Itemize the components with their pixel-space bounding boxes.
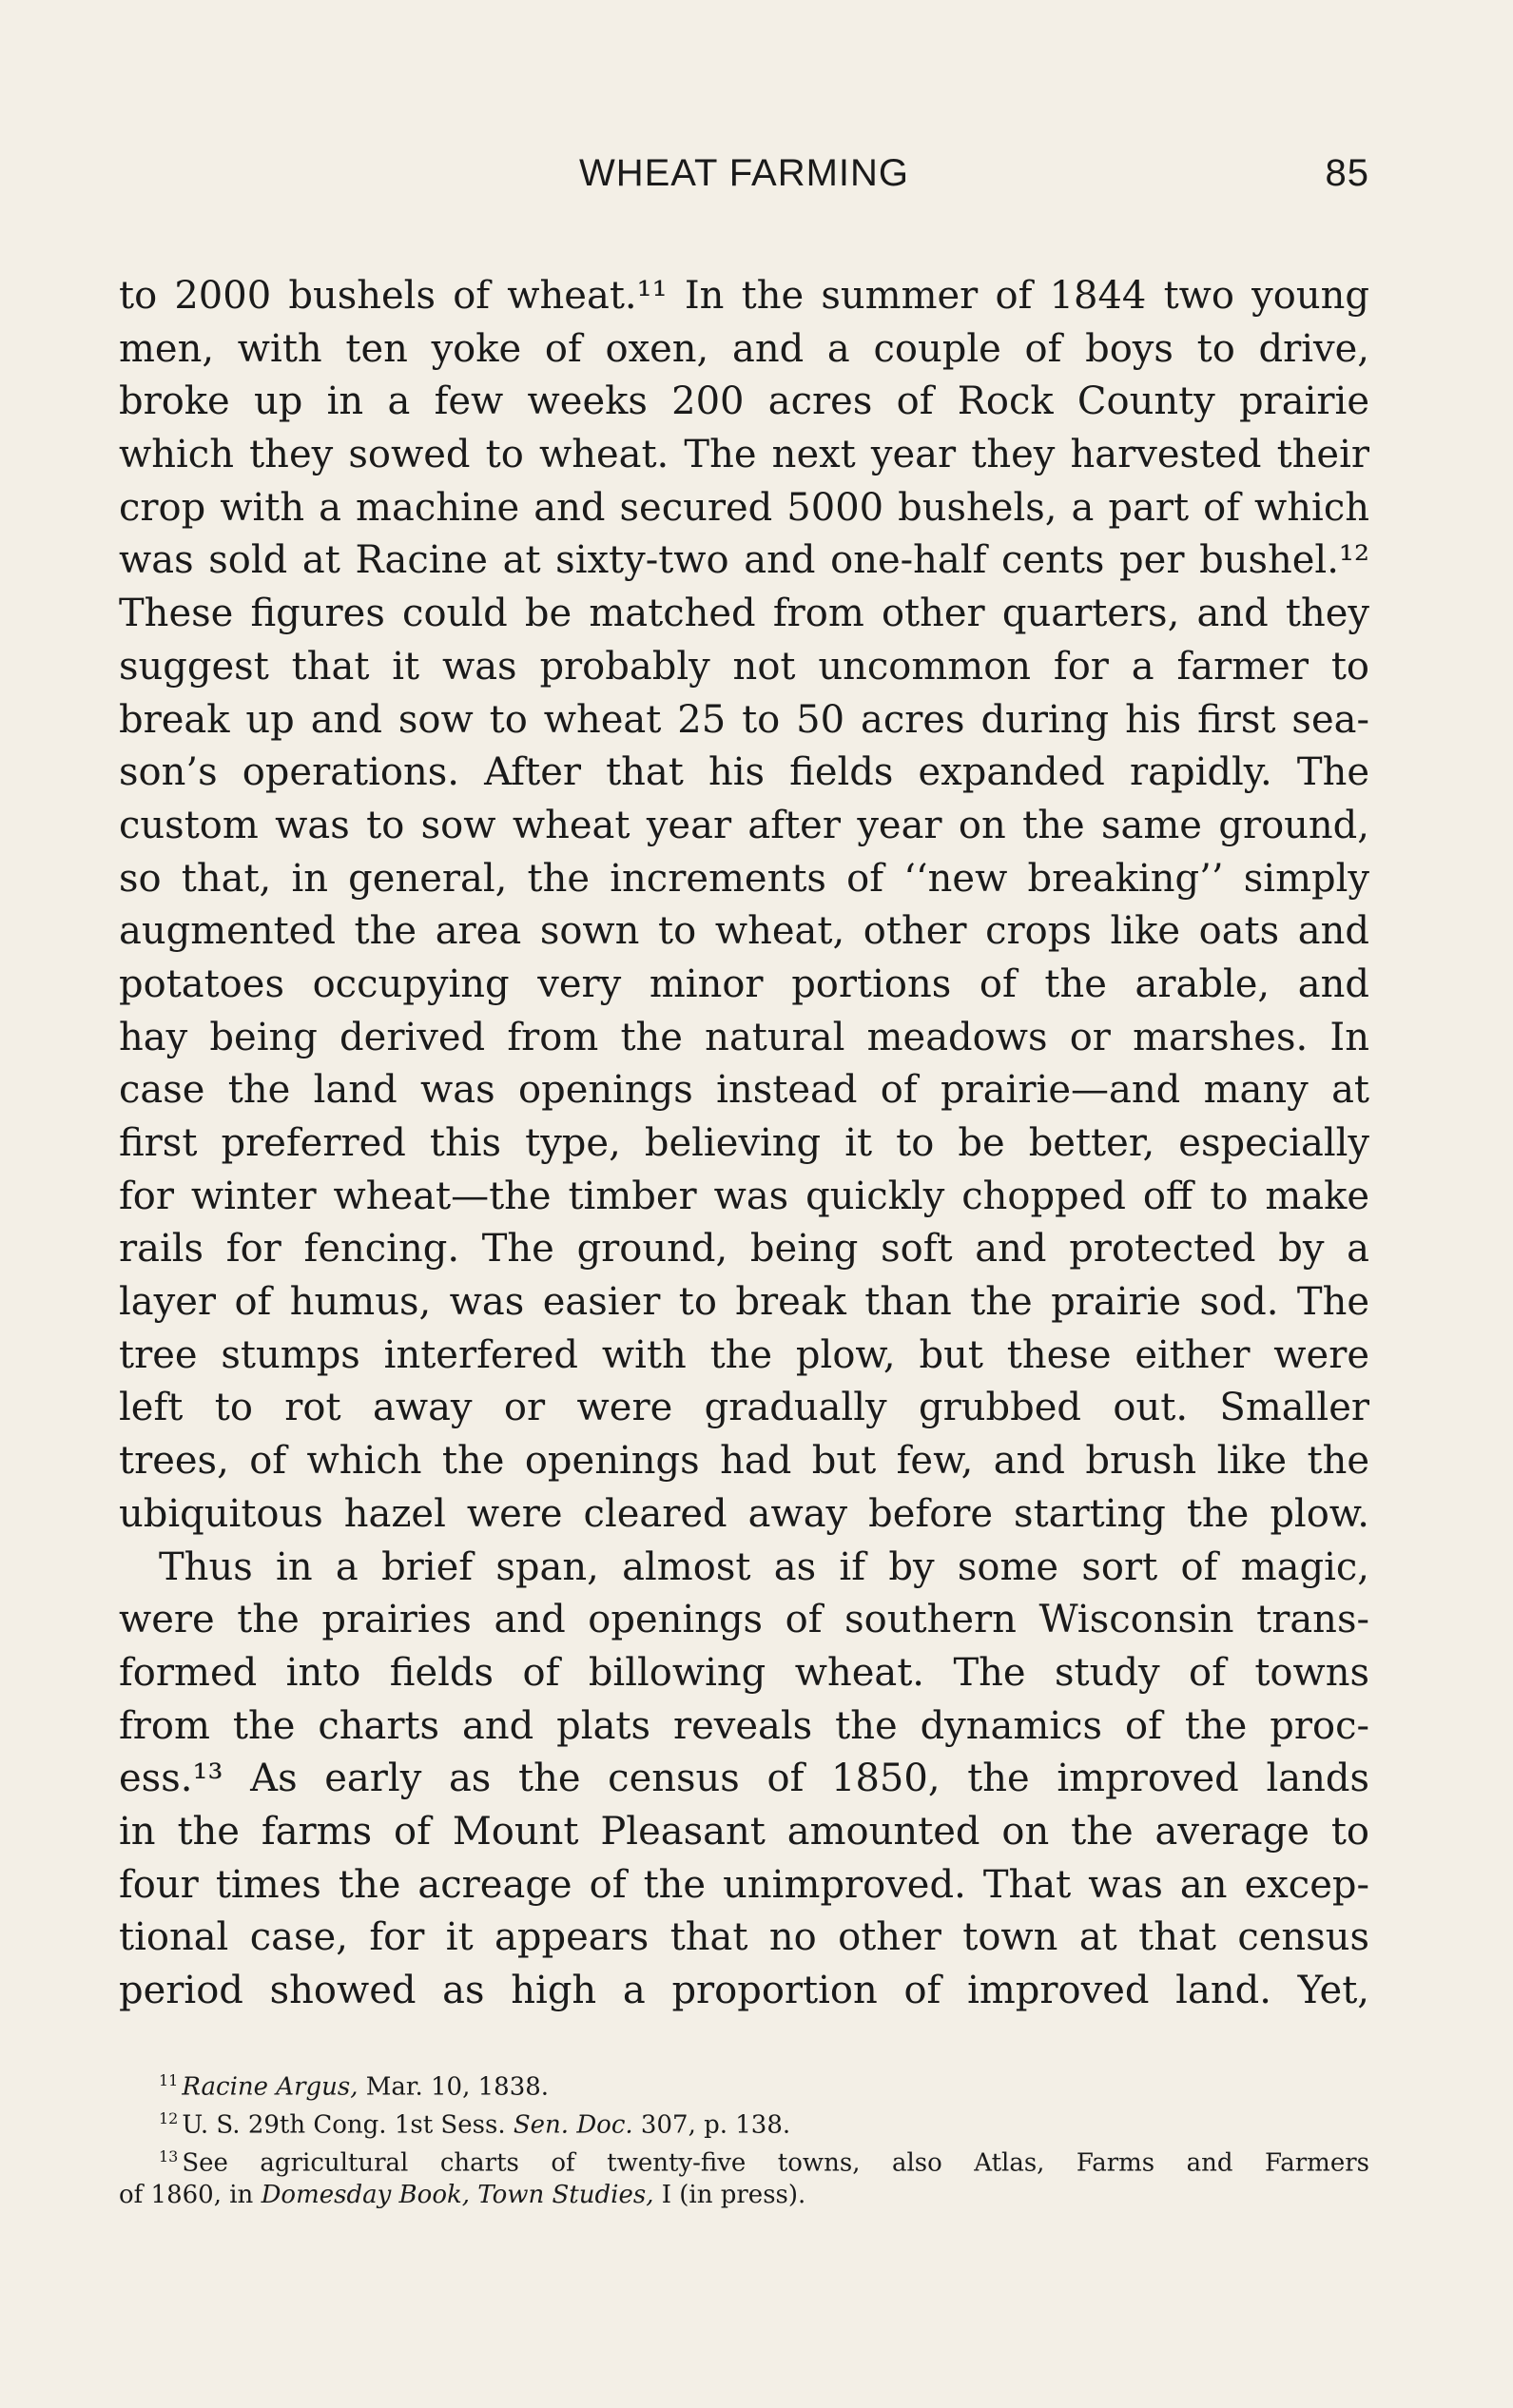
footnote-text: of 1860, in (119, 2181, 262, 2209)
footnote-number: 13 (159, 2147, 179, 2165)
text-line: break up and sow to wheat 25 to 50 acres during his first sea- (119, 697, 1369, 742)
footnotes (119, 2062, 1369, 2214)
text-line: hay being derived from the natural meadows or marshes. In (119, 1015, 1369, 1059)
text-line: four times the acreage of the unimproved. That was an excep- (119, 1862, 1369, 1907)
text-line: were the prairies and openings of southern Wisconsin trans- (119, 1598, 1369, 1642)
text-line: first preferred this type, believing it to be better, especially (119, 1121, 1369, 1165)
running-head (119, 152, 1369, 209)
footnote-text: I (in press). (653, 2181, 806, 2209)
footnote-13 (119, 2138, 1369, 2176)
text-line: layer of humus, was easier to break than the prairie sod. The (119, 1280, 1369, 1325)
text-line: was sold at Racine at sixty-two and one-half cents per bushel.¹² (119, 538, 1369, 583)
text-line: to 2000 bushels of wheat.¹¹ In the summer of 1844 two young (119, 274, 1369, 318)
chapter-title: WHEAT FARMING (578, 152, 910, 194)
footnote-text: U. S. 29th Cong. 1st Sess. (182, 2110, 514, 2140)
text-line: ess.¹³ As early as the census of 1850, the improved lands (119, 1757, 1369, 1801)
footnote-number: 11 (159, 2071, 179, 2089)
text-line: custom was to sow wheat year after year on the same ground, (119, 803, 1369, 847)
footnote-number: 12 (159, 2109, 179, 2127)
footnote-source: Domesday Book, Town Studies, (261, 2181, 654, 2209)
text-line: period showed as high a proportion of improved land. Yet, (119, 1969, 1369, 2012)
text-line: case the land was openings instead of prairie—and many at (119, 1068, 1369, 1113)
footnote-source: Racine Argus, (182, 2072, 359, 2102)
footnote-source: Sen. Doc. (513, 2110, 633, 2140)
text-line: tree stumps interfered with the plow, but these either were (119, 1332, 1369, 1377)
footnote-text: See agricultural charts of twenty-five towns, also Atlas, Farms and Farmers (182, 2148, 1369, 2178)
text-line: augmented the area sown to wheat, other crops like oats and (119, 909, 1369, 954)
text-line: trees, of which the openings had but few, and brush like the (119, 1439, 1369, 1484)
footnote-13-continued (119, 2176, 1369, 2214)
footnote-12 (119, 2100, 1369, 2138)
text-line: left to rot away or were gradually grubbed out. Smaller (119, 1386, 1369, 1430)
paragraph-start-line: Thus in a brief span, almost as if by some sort of magic, (159, 1544, 1369, 1589)
text-line: from the charts and plats reveals the dynamics of the proc- (119, 1703, 1369, 1748)
text-line: so that, in general, the increments of ‘‘new breaking’’ simply (119, 856, 1369, 901)
text-line: tional case, for it appears that no other town at that census (119, 1915, 1369, 1960)
footnote-11 (119, 2062, 1369, 2100)
text-line: These figures could be matched from other quarters, and they (119, 592, 1369, 636)
text-line: rails for fencing. The ground, being soft and protected by a (119, 1227, 1369, 1272)
text-line: formed into fields of billowing wheat. The study of towns (119, 1650, 1369, 1695)
footnote-text: 307, p. 138. (632, 2110, 791, 2140)
text-line: son’s operations. After that his fields expanded rapidly. The (119, 750, 1369, 795)
text-line: for winter wheat—the timber was quickly chopped off to make (119, 1174, 1369, 1218)
text-line: men, with ten yoke of oxen, and a couple of boys to drive, (119, 326, 1369, 371)
text-line: in the farms of Mount Pleasant amounted on the average to (119, 1809, 1369, 1854)
page-number: 85 (1325, 152, 1369, 194)
text-line: which they sowed to wheat. The next year they harvested their (119, 433, 1369, 477)
text-line: crop with a machine and secured 5000 bushels, a part of which (119, 485, 1369, 530)
text-line: broke up in a few weeks 200 acres of Rock County prairie (119, 379, 1369, 424)
text-line: potatoes occupying very minor portions of the arable, and (119, 961, 1369, 1006)
footnote-text: Mar. 10, 1838. (358, 2072, 550, 2102)
text-line: suggest that it was probably not uncommon for a farmer to (119, 644, 1369, 689)
paragraph-end-line: ubiquitous hazel were cleared away before starting the plow. (119, 1491, 1369, 1536)
body-text (119, 270, 1369, 2018)
